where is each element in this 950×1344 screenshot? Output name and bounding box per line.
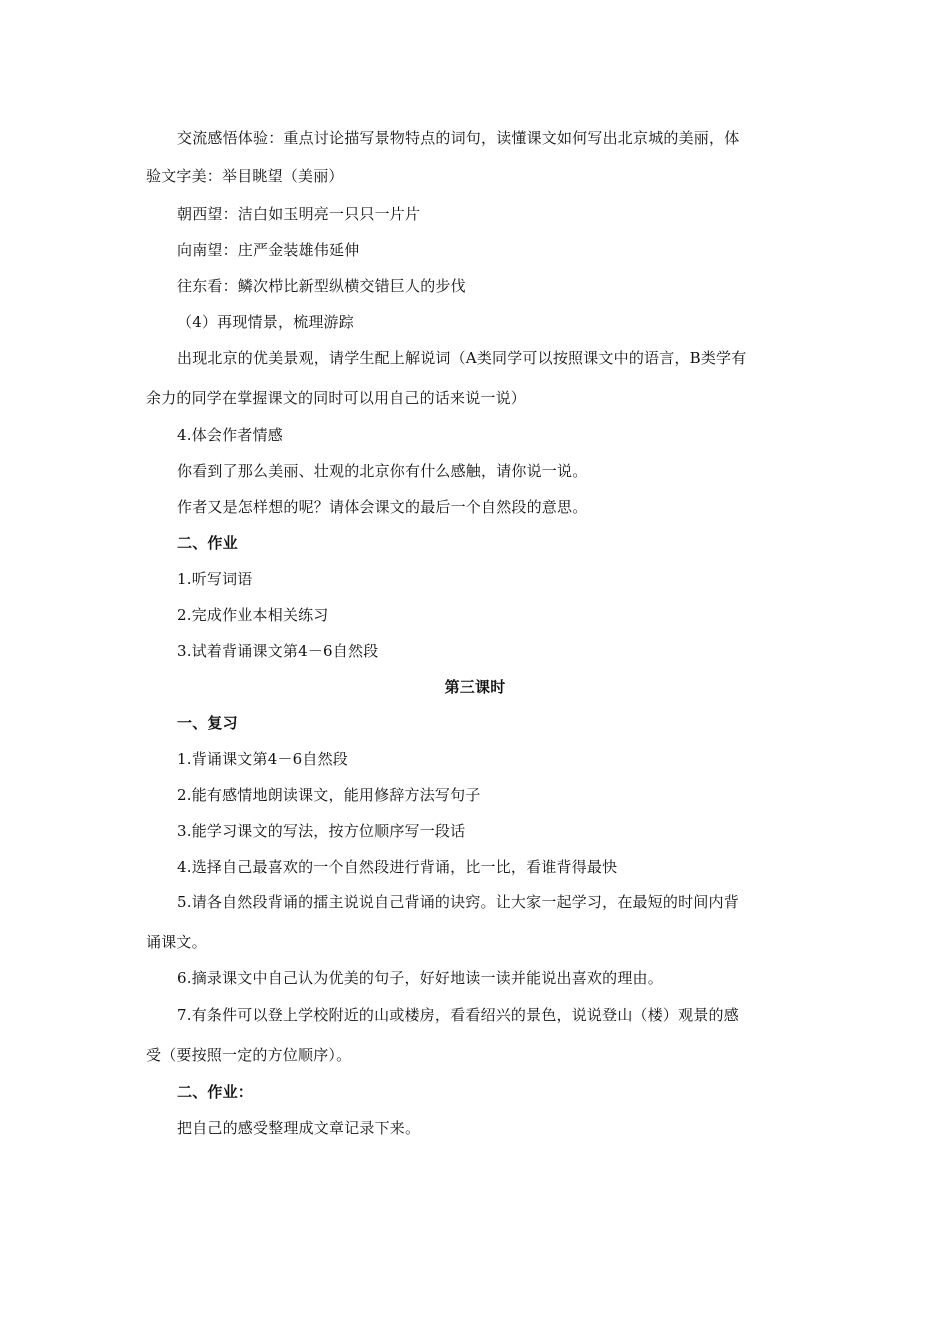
- paragraph-line: 受（要按照一定的方位顺序）。: [146, 1046, 352, 1064]
- list-item: 2.能有感情地朗读课文，能用修辞方法写句子: [177, 786, 481, 804]
- section-heading: 一、复习: [177, 714, 238, 732]
- list-item: 5.请各自然段背诵的擂主说说自己背诵的诀窍。让大家一起学习，在最短的时间内背: [177, 893, 739, 911]
- paragraph-line: 交流感悟体验：重点讨论描写景物特点的词句，读懂课文如何写出北京城的美丽，体: [177, 129, 740, 147]
- paragraph-line: 作者又是怎样想的呢？请体会课文的最后一个自然段的意思。: [177, 498, 588, 516]
- paragraph-line: 把自己的感受整理成文章记录下来。: [177, 1119, 421, 1137]
- paragraph-line: 4.体会作者情感: [177, 426, 283, 444]
- list-item: 7.有条件可以登上学校附近的山或楼房，看看绍兴的景色，说说登山（楼）观景的感: [177, 1006, 739, 1024]
- list-item: 6.摘录课文中自己认为优美的句子，好好地读一读并能说出喜欢的理由。: [177, 969, 663, 987]
- section-heading: 二、作业: [177, 534, 238, 552]
- list-item: 1.背诵课文第4－6自然段: [177, 750, 348, 768]
- list-item: 1.听写词语: [177, 570, 253, 588]
- list-item: 3.试着背诵课文第4－6自然段: [177, 642, 379, 660]
- paragraph-line: 出现北京的优美景观，请学生配上解说词（A类同学可以按照课文中的语言，B类学有: [177, 349, 747, 367]
- list-item: 4.选择自己最喜欢的一个自然段进行背诵，比一比，看谁背得最快: [177, 858, 618, 876]
- paragraph-line: 诵课文。: [146, 933, 207, 951]
- paragraph-line: 朝西望：洁白如玉明亮一只只一片片: [177, 205, 421, 223]
- list-item: 3.能学习课文的写法，按方位顺序写一段话: [177, 822, 466, 840]
- list-item: 2.完成作业本相关练习: [177, 606, 329, 624]
- paragraph-line: 余力的同学在掌握课文的同时可以用自己的话来说一说）: [146, 389, 527, 407]
- lesson-title: 第三课时: [444, 678, 506, 696]
- section-heading: 二、作业：: [177, 1083, 254, 1101]
- paragraph-line: 验文字美：举目眺望（美丽）: [146, 167, 344, 185]
- paragraph-line: （4）再现情景，梳理游踪: [177, 313, 354, 331]
- paragraph-line: 向南望：庄严金装雄伟延伸: [177, 241, 360, 259]
- paragraph-line: 你看到了那么美丽、壮观的北京你有什么感触，请你说一说。: [177, 462, 588, 480]
- paragraph-line: 往东看：鳞次栉比新型纵横交错巨人的步伐: [177, 277, 466, 295]
